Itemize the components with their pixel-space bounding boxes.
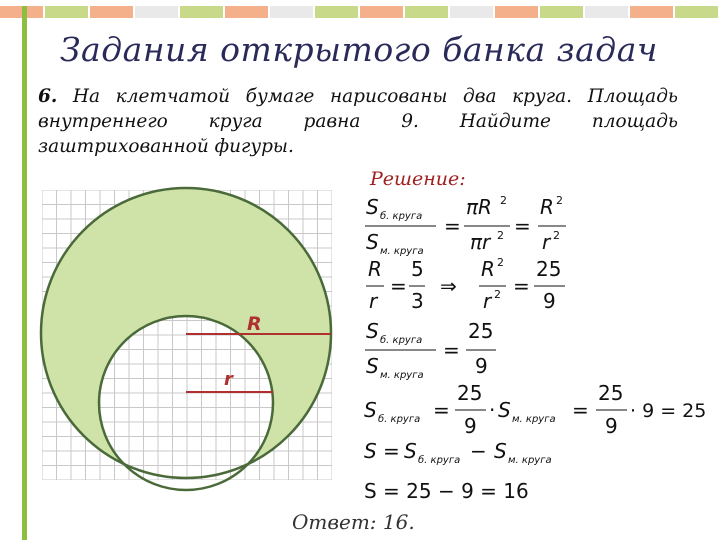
svg-text:=: = <box>572 398 589 422</box>
svg-text:м. круга: м. круга <box>512 414 556 425</box>
svg-text:S: S <box>494 439 507 463</box>
svg-text:⋅ 9 = 25: ⋅ 9 = 25 <box>630 400 707 422</box>
svg-text:S: S <box>366 195 379 219</box>
svg-text:S: S <box>366 230 379 254</box>
svg-text:πR: πR <box>466 195 492 219</box>
svg-text:2: 2 <box>497 229 504 242</box>
svg-text:S: S <box>366 354 379 378</box>
svg-text:S: S <box>366 319 379 343</box>
svg-text:9: 9 <box>475 354 488 378</box>
answer: Ответ: 16. <box>292 510 415 534</box>
svg-text:=: = <box>514 214 531 238</box>
label-R: R <box>247 313 262 335</box>
label-r: r <box>224 369 233 390</box>
svg-text:5: 5 <box>411 257 424 281</box>
svg-text:б. круга: б. круга <box>378 414 421 425</box>
formula-result: S = 25 − 9 = 16 <box>364 479 529 503</box>
formula-radius-ratio <box>366 256 565 313</box>
problem-number: 6. <box>38 86 58 107</box>
formula-big-area <box>364 381 706 438</box>
svg-text:R: R <box>368 257 382 281</box>
svg-text:2: 2 <box>556 194 563 207</box>
formula-difference <box>364 439 552 466</box>
svg-text:R: R <box>540 195 554 219</box>
svg-text:S: S <box>364 398 377 422</box>
problem-text: На клетчатой бумаге нарисованы два круга. Площадь внутреннего круга равна 9. Найдите площадь заштрихованной фигуры. <box>38 86 678 157</box>
svg-text:S: S <box>498 398 511 422</box>
svg-text:=: = <box>383 439 400 463</box>
svg-text:25: 25 <box>457 381 483 405</box>
svg-text:2: 2 <box>553 229 560 242</box>
svg-text:м. круга: м. круга <box>380 246 424 257</box>
svg-text:=: = <box>444 214 461 238</box>
svg-text:м. круга: м. круга <box>508 455 552 466</box>
svg-text:r: r <box>369 289 378 313</box>
svg-text:б. круга: б. круга <box>418 455 461 466</box>
svg-text:=: = <box>513 274 530 298</box>
svg-text:2: 2 <box>500 194 507 207</box>
svg-text:м. круга: м. круга <box>380 370 424 381</box>
svg-text:2: 2 <box>497 256 504 269</box>
formula-ratio-areas <box>365 194 566 257</box>
svg-text:−: − <box>470 439 487 463</box>
svg-text:r: r <box>542 230 551 254</box>
svg-text:πr: πr <box>470 230 491 254</box>
svg-text:9: 9 <box>543 289 556 313</box>
page-title: Задания открытого банка задач <box>60 30 658 69</box>
svg-text:9: 9 <box>464 414 477 438</box>
svg-text:3: 3 <box>411 289 424 313</box>
svg-text:=: = <box>433 398 450 422</box>
svg-text:S: S <box>404 439 417 463</box>
formula-area-ratio-value <box>365 319 496 381</box>
svg-text:⇒: ⇒ <box>440 274 457 298</box>
svg-text:б. круга: б. круга <box>380 211 423 222</box>
svg-text:9: 9 <box>605 414 618 438</box>
solution-label: Решение: <box>370 168 466 190</box>
svg-text:R: R <box>481 257 495 281</box>
svg-text:=: = <box>443 338 460 362</box>
svg-text:r: r <box>483 289 492 313</box>
svg-text:·: · <box>489 398 496 422</box>
svg-text:б. круга: б. круга <box>380 335 423 346</box>
svg-text:25: 25 <box>598 381 624 405</box>
svg-text:=: = <box>390 274 407 298</box>
svg-text:2: 2 <box>494 288 501 301</box>
svg-text:25: 25 <box>536 257 562 281</box>
svg-text:25: 25 <box>468 319 494 343</box>
svg-text:S: S <box>364 439 377 463</box>
